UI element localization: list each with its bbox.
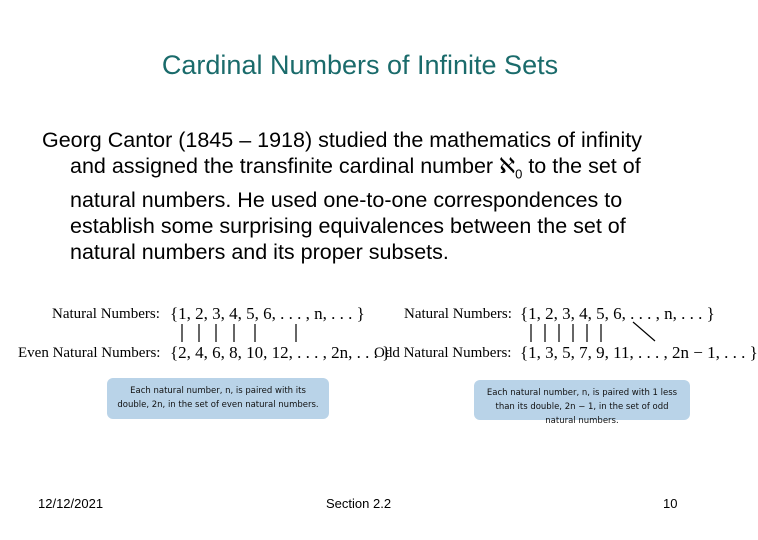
left-pairing-arrows <box>182 324 296 342</box>
right-natural-set: {1, 2, 3, 4, 5, 6, . . . , n, . . . } <box>520 304 715 323</box>
left-callout-pointer <box>190 370 200 378</box>
slide-title: Cardinal Numbers of Infinite Sets <box>161 50 559 80</box>
left-even-set: {2, 4, 6, 8, 10, 12, . . . , 2n, . . . } <box>170 343 391 362</box>
right-odd-label: Odd Natural Numbers: <box>374 345 512 361</box>
footer-date: 12/12/2021 <box>38 496 104 511</box>
left-natural-set: {1, 2, 3, 4, 5, 6, . . . , n, . . . } <box>170 304 365 323</box>
right-natural-label: Natural Numbers: <box>404 306 512 322</box>
left-natural-label: Natural Numbers: <box>52 306 160 322</box>
footer-section: Section 2.2 <box>326 496 392 511</box>
cantor-paragraph: Georg Cantor (1845 – 1918) studied the mathematics of infinity and assigned the transfinite cardinal number ℵ$_0$ to the set of natural numbers. He used one-to-one correspondences to establish some surprising equivalences between the set of natural numbers and its proper subsets. <box>42 128 642 265</box>
right-callout: Each natural number, n, is paired with 1 less than its double, 2n − 1, in the set of odd natural numbers. <box>474 380 690 420</box>
right-pairing-arrows <box>531 324 601 342</box>
right-odd-set: {1, 3, 5, 7, 9, 11, . . . , 2n − 1, . . . } <box>520 343 758 362</box>
right-n-arrow <box>633 322 655 341</box>
left-callout: Each natural number, n, is paired with its double, 2n, in the set of even natural numbers. <box>107 378 329 419</box>
aleph-symbol: ℵ <box>499 154 516 178</box>
aleph-subscript: 0 <box>515 166 523 182</box>
footer-page-number: 10 <box>663 496 678 511</box>
left-even-label: Even Natural Numbers: <box>18 345 161 361</box>
